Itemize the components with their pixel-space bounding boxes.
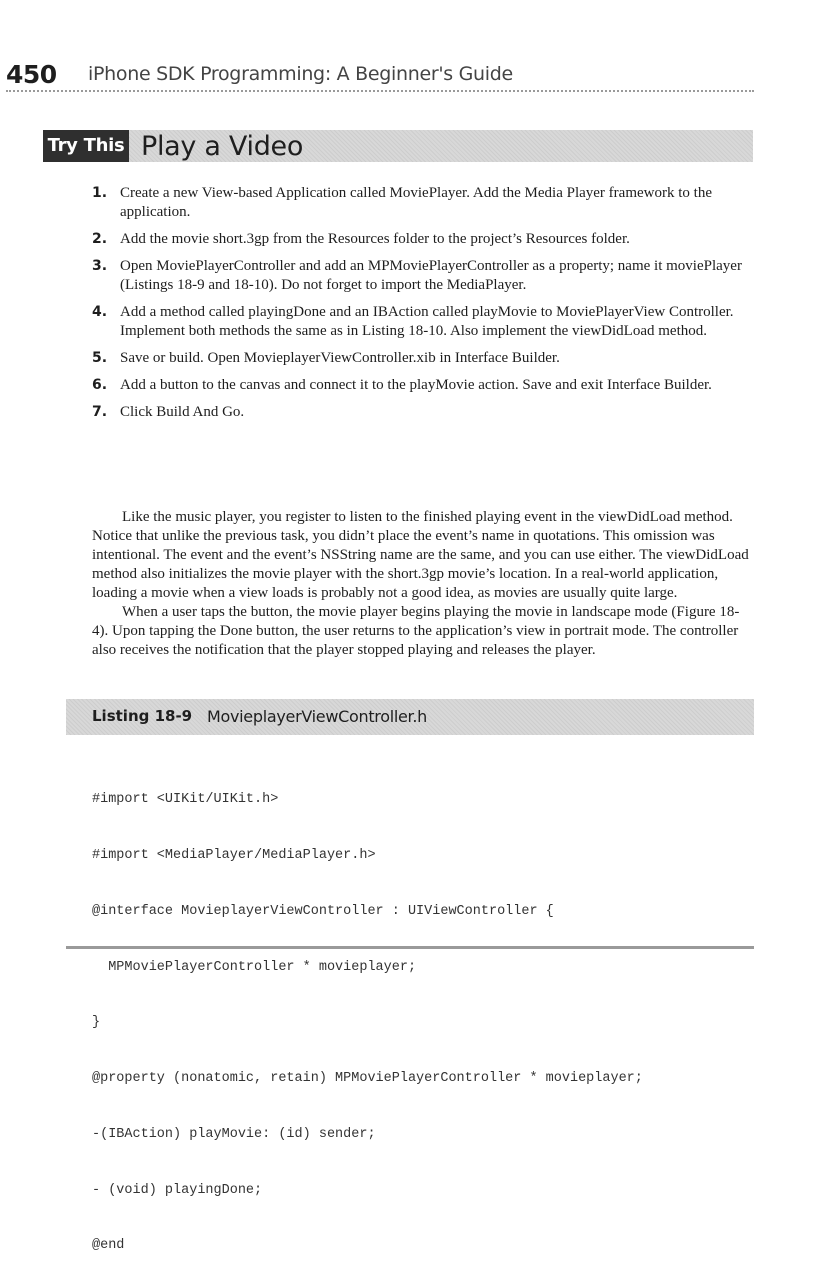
paragraph: Like the music player, you register to listen to the finished playing event in the viewDidLoad method. Notice that unlike the previous task, you didn’t place the event’s name in quotations. This omission was intentional. The event and the event’s NSString name are the same, and you can use either. The viewDidLoad method also initializes the movie player with the short.3gp movie’s location. In a real-world application, loading a movie when a view loads is probably not a good idea, as movies are usually quite large. [92, 509, 749, 601]
code-block [92, 754, 643, 1275]
code-line: -(IBAction) playMovie: (id) sender; [92, 1126, 376, 1142]
code-line: MPMoviePlayerController * movieplayer; [92, 959, 417, 975]
try-this-banner [43, 130, 753, 162]
listing-filename: MovieplayerViewController.h [207, 707, 427, 726]
step-text: Add a button to the canvas and connect it to the playMovie action. Save and exit Interface Builder. [120, 377, 712, 393]
page-number: 450 [6, 60, 57, 89]
section-title: Play a Video [141, 131, 304, 162]
step-number: 7. [92, 404, 108, 420]
code-line: @interface MovieplayerViewController : UIViewController { [92, 903, 554, 919]
step-number: 1. [92, 185, 108, 201]
step-number: 6. [92, 377, 108, 393]
step-text: Create a new View-based Application called MoviePlayer. Add the Media Player framework to the application. [120, 185, 712, 220]
listing-label: Listing 18-9 [92, 707, 193, 725]
list-item [92, 403, 752, 422]
step-text: Save or build. Open MovieplayerViewController.xib in Interface Builder. [120, 350, 560, 366]
list-item [92, 349, 752, 368]
list-item [92, 303, 752, 341]
step-number: 4. [92, 304, 108, 320]
step-text: Add a method called playingDone and an IBAction called playMovie to MoviePlayerView Controller. Implement both methods the same as in Listing 18-10. Also implement the viewDidLoad method. [120, 304, 734, 339]
list-item [92, 257, 752, 295]
try-this-badge: Try This [43, 130, 129, 162]
step-text: Click Build And Go. [120, 404, 245, 420]
listing-header [66, 699, 754, 735]
code-line: @property (nonatomic, retain) MPMoviePlayerController * movieplayer; [92, 1071, 643, 1087]
step-text: Add the movie short.3gp from the Resources folder to the project’s Resources folder. [120, 231, 630, 247]
step-number: 2. [92, 231, 108, 247]
step-list [92, 184, 752, 430]
page-header [6, 60, 754, 92]
code-line: - (void) playingDone; [92, 1182, 263, 1198]
list-item [92, 184, 752, 222]
running-title: iPhone SDK Programming: A Beginner's Guide [88, 63, 513, 85]
code-line: @end [92, 1238, 125, 1254]
paragraph: When a user taps the button, the movie player begins playing the movie in landscape mode (Figure 18-4). Upon tapping the Done button, the user returns to the application’s view in portrait mode. The controller also receives the notification that the player stopped playing and releases the player. [92, 604, 740, 658]
list-item [92, 230, 752, 249]
step-number: 5. [92, 350, 108, 366]
list-item [92, 376, 752, 395]
step-text: Open MoviePlayerController and add an MPMoviePlayerController as a property; name it moviePlayer (Listings 18-9 and 18-10). Do not forget to import the MediaPlayer. [120, 258, 742, 293]
code-line: #import <UIKit/UIKit.h> [92, 792, 279, 808]
code-line: #import <MediaPlayer/MediaPlayer.h> [92, 847, 376, 863]
step-number: 3. [92, 258, 108, 274]
listing-end-rule [66, 946, 754, 949]
body-text [92, 508, 754, 660]
code-line: } [92, 1015, 101, 1031]
